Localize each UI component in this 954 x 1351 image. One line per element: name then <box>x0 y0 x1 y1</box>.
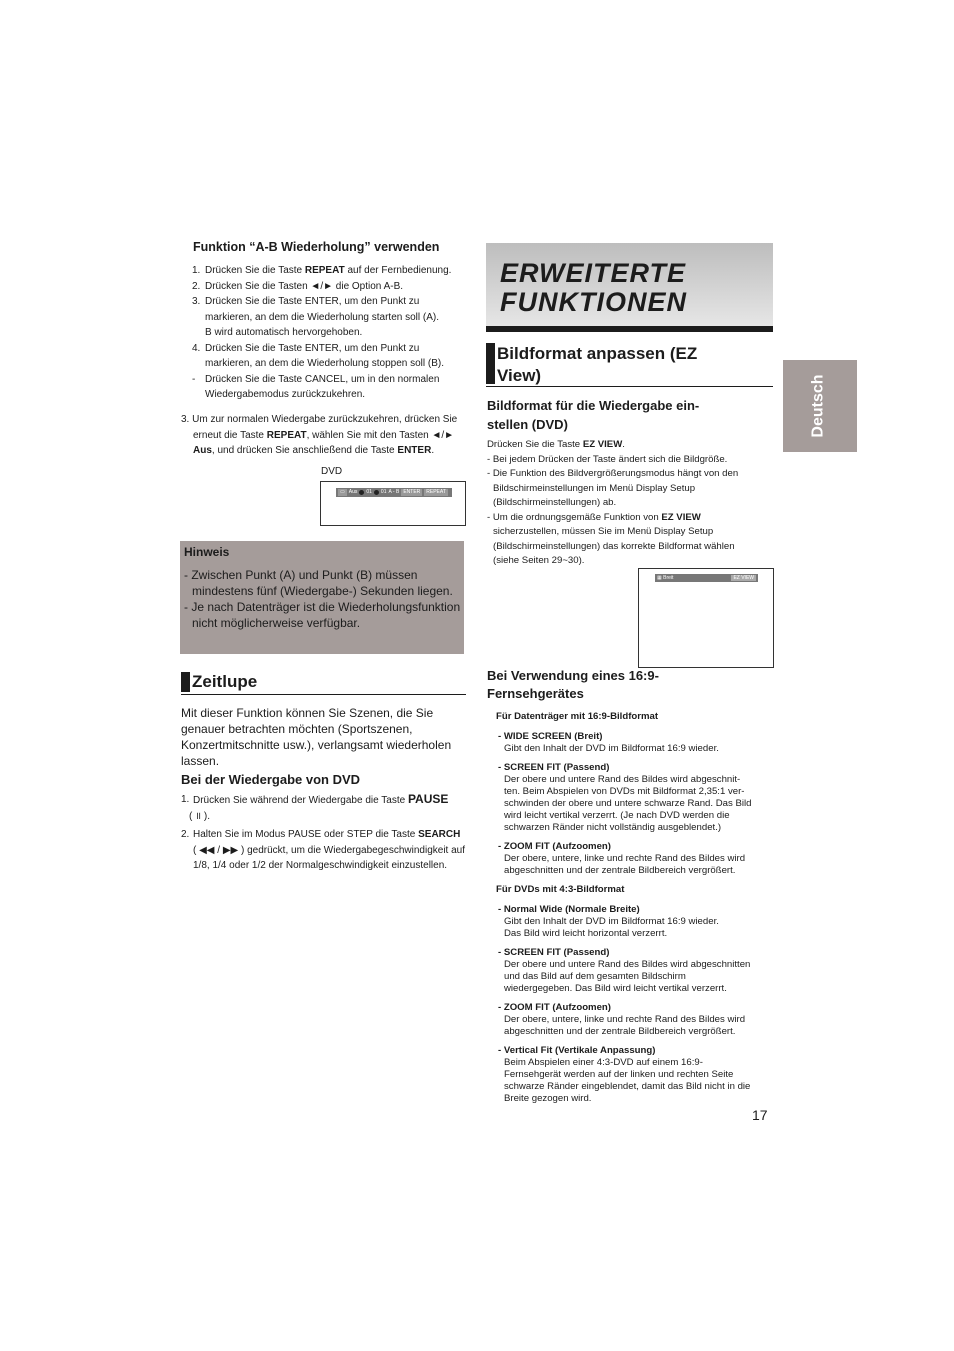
zeitlupe-intro: Mit dieser Funktion können Sie Szenen, die Sie genauer betrachten möchten (Sportszenen, Konzertmitschnitte usw.), verlangsamt wiederholen lassen. <box>181 706 452 768</box>
language-tab-label: Deutsch <box>810 374 827 438</box>
slow-motion-steps: 1. Drücken Sie während der Wiedergabe die Taste PAUSE ( ॥ ). 2. Halten Sie im Modus PAUSE oder STEP die Taste SEARCH ( ◀◀ / ▶▶ ) gedrückt, um die Wiedergabegeschwindigkeit auf 1/8, 1/4 oder 1/2 der Normalgeschwindigkeit einzustellen. <box>181 792 465 871</box>
ab-step-4: 4. Drücken Sie die Taste ENTER, um den Punkt zu <box>192 342 420 354</box>
ab-return-step: 3. Um zur normalen Wiedergabe zurückzukehren, drücken Sie erneut die Taste REPEAT, wählen Sie mit den Tasten ◄/► Aus, und drücken Sie anschließend die Taste ENTER. <box>181 414 458 456</box>
format-body: Drücken Sie die Taste EZ VIEW. - Bei jedem Drücken der Taste ändert sich die Bildgröße. - Die Funktion des Bildvergrößerungsmodus hängt von den Bildschirmeinstellungen im Menü Display Setup (Bildschirmeinstellungen) ab. - Um die ordnungsgemäße Funktion von EZ VIEW sicherzustellen, müssen Sie im Menü Display Setup (Bildschirmeinstellungen) das korrekte Bildformat wählen (siehe Seiten 29~30). <box>487 439 739 566</box>
chapter-icon <box>374 490 379 495</box>
slow-step-1: 1. Drücken Sie während der Wiedergabe die Taste PAUSE <box>181 792 449 806</box>
mode-wide-screen: - WIDE SCREEN (Breit) Gibt den Inhalt der DVD im Bildformat 16:9 wieder. <box>498 731 719 754</box>
widescreen-subheading: Bei Verwendung eines 16:9- Fernsehgerätes <box>487 668 659 701</box>
repeat-osd-bar: ▭ Aus 01 01 A - B ENTER REPEAT <box>336 488 452 497</box>
title-icon <box>359 490 364 495</box>
format-heading: Bildformat anpassen (EZ View) <box>486 343 773 387</box>
ab-step-cancel: - Drücken Sie die Taste CANCEL, um in den normalen <box>192 373 440 385</box>
format-subheading: Bildformat für die Wiedergabe ein- stellen (DVD) <box>487 398 700 432</box>
ez-view-osd-screen <box>638 568 774 668</box>
dvd-osd-screen <box>320 481 466 526</box>
note-item: - Zwischen Punkt (A) und Punkt (B) müssen mindestens fünf (Wiedergabe-) Sekunden liegen. <box>184 568 453 598</box>
section-marker <box>181 672 190 692</box>
mode-normal-wide: - Normal Wide (Normale Breite) Gibt den Inhalt der DVD im Bildformat 16:9 wieder. Das Bild wird leicht horizontal verzerrt. <box>498 904 719 939</box>
mode-screen-fit: - SCREEN FIT (Passend) Der obere und untere Rand des Bildes wird abgeschnit- ten. Beim Abspielen von DVDs mit Bildformat 2,35:1 ver- schwinden der obere und untere schwarze Rand. Das Bild wird leicht vertikal verzerrt. (Je nach DVD werden die schwarzen Ränder nicht vollständig ausgeblendet.) <box>498 762 752 833</box>
slow-step-2: 2. Halten Sie im Modus PAUSE oder STEP die Taste SEARCH <box>181 829 461 840</box>
dvd-label: DVD <box>321 466 343 477</box>
ab-repeat-steps: 1. Drücken Sie die Taste REPEAT auf der Fernbedienung. 2. Drücken Sie die Tasten ◄/► die Option A-B. 3. Drücken Sie die Taste ENTER, um den Punkt zu markieren, an dem die Wiederholung starten soll (A). B wird automatisch hervorgehoben. 4. Drücken Sie die Taste ENTER, um den Punkt zu markieren, an dem die Wiederholung stoppen soll (B). - Drücken Sie die Taste CANCEL, um in den normalen Wiedergabemodus zurückzukehren. <box>192 263 467 403</box>
zeitlupe-heading: Zeitlupe <box>181 672 466 695</box>
chapter-title-banner <box>486 243 773 332</box>
note-box <box>180 541 464 654</box>
note-item: - Je nach Datenträger ist die Wiederholungsfunktion nicht möglicherweise verfügbar. <box>184 600 461 630</box>
mode-zoom-fit-4-3: - ZOOM FIT (Aufzoomen) Der obere, untere, linke und rechte Rand des Bildes wird abgeschnitten und der zentrale Bildbereich vergrößert. <box>498 1002 746 1037</box>
ab-repeat-heading: Funktion “A-B Wiederholung” verwenden <box>193 240 440 254</box>
note-list <box>184 567 462 631</box>
ab-step-2: 2. Drücken Sie die Tasten ◄/► die Option A-B. <box>192 280 404 292</box>
language-tab <box>783 360 857 452</box>
mode-vertical-fit: - Vertical Fit (Vertikale Anpassung) Beim Abspielen einer 4:3-DVD auf einem 16:9- Fernsehgerät werden auf der linken und rechten Seite schwarze Ränder eingeblendet, damit das Bild nicht in die Breite gezogen wird. <box>498 1045 751 1104</box>
slow-motion-subheading: Bei der Wiedergabe von DVD <box>181 772 361 787</box>
ab-step-3: 3. Drücken Sie die Taste ENTER, um den Punkt zu <box>192 296 420 307</box>
dvd-disc-icon: ▭ <box>340 489 345 495</box>
group-16-9-heading: Für Datenträger mit 16:9-Bildformat <box>496 711 659 722</box>
group-4-3-heading: Für DVDs mit 4:3-Bildformat <box>496 884 625 895</box>
mode-zoom-fit: - ZOOM FIT (Aufzoomen) Der obere, untere, linke und rechte Rand des Bildes wird abgeschnitten und der zentrale Bildbereich vergrößert. <box>498 841 746 876</box>
mode-screen-fit-4-3: - SCREEN FIT (Passend) Der obere und untere Rand des Bildes wird abgeschnitten und das Bild auf dem gesamten Bildschirm wiedergegeben. Das Bild wird leicht vertikal verzerrt. <box>498 947 751 994</box>
aspect-icon: ▦ Breit <box>657 575 674 581</box>
widescreen-modes-list <box>496 711 776 1112</box>
page-number: 17 <box>752 1107 768 1123</box>
ez-view-osd-bar: ▦ Breit EZ VIEW <box>655 574 758 582</box>
chapter-title: ERWEITERTE FUNKTIONEN <box>500 258 687 317</box>
ab-step-1: 1. Drücken Sie die Taste REPEAT auf der Fernbedienung. <box>192 265 452 276</box>
note-title: Hinweis <box>184 545 230 559</box>
section-marker <box>486 343 495 384</box>
